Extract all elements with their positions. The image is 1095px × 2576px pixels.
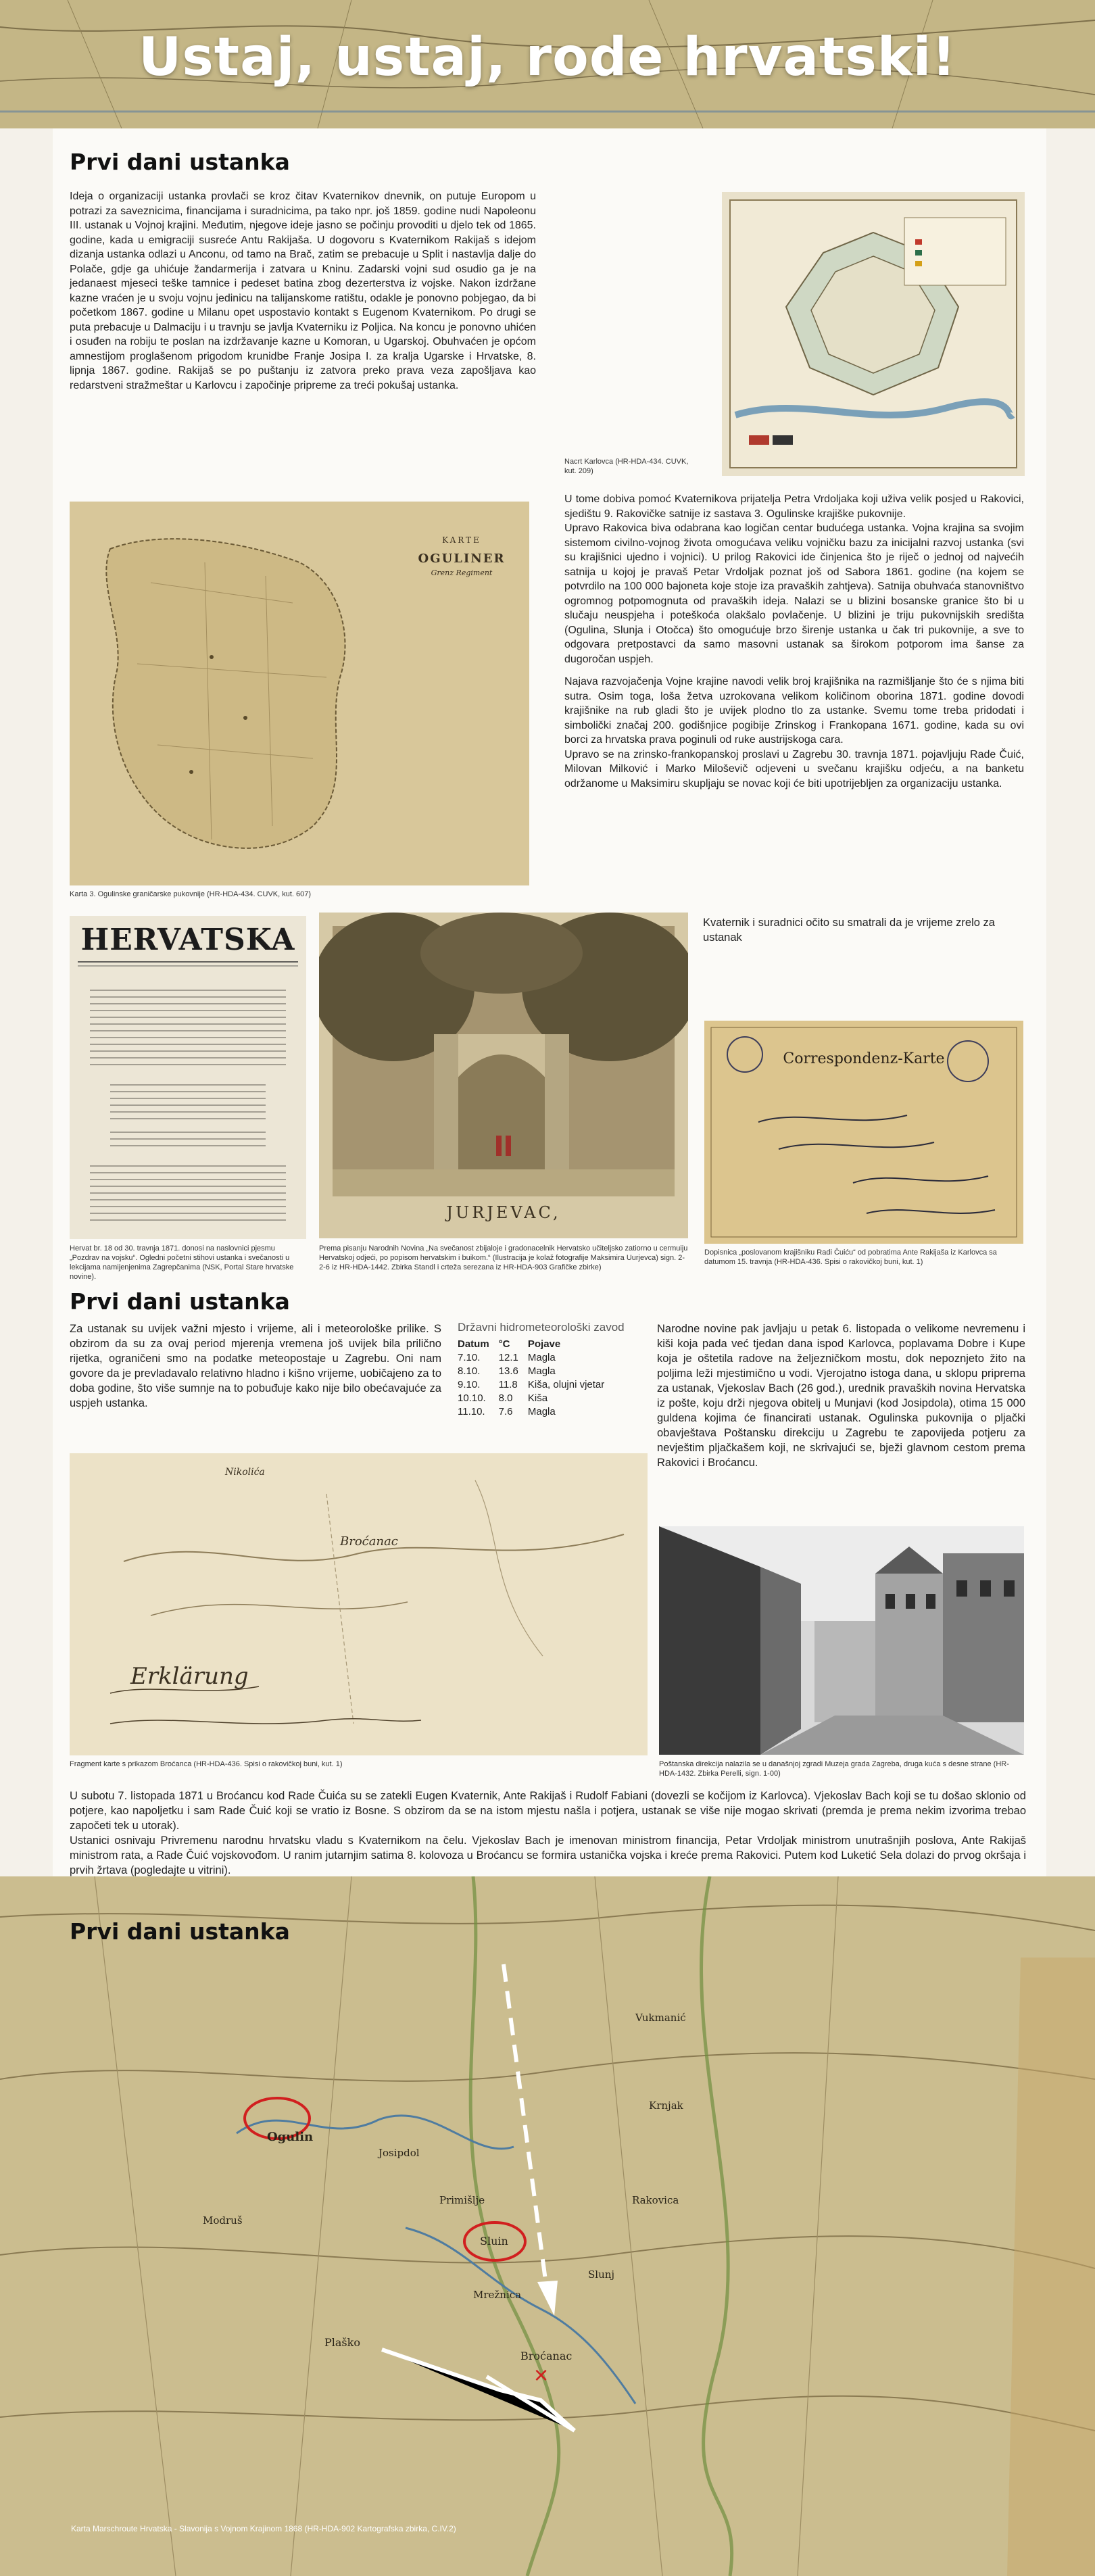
bottom-map	[0, 1876, 1095, 2576]
bottom-map-drawing	[0, 1876, 1095, 2576]
jurjevac-drawing	[319, 913, 688, 1238]
page-title: Ustaj, ustaj, rode hrvatski!	[139, 27, 956, 88]
bottom-map-caption: Karta Marschroute Hrvatska - Slavonija s Vojnom Krajinom 1868 (HR-HDA-902 Kartografska zbirka, C.IV.2)	[71, 2524, 456, 2533]
hervatska-caption: Hervat br. 18 od 30. travnja 1871. donosi na naslovnici pjesmu „Pozdrav na vojsku“. Ogledni početni stihovi ustanka i svečanosti u lekcijama namijenjenima Zagrepčanima (NSK, Portal Stare hrvatske novine).	[70, 1244, 294, 1281]
table-row: 9.10. 11.8 Kiša, olujni vjetar	[458, 1379, 605, 1390]
hydro-table-block	[458, 1321, 633, 1419]
jurjevac-caption: Prema pisanju Narodnih Novina „Na svečanost zbijaloje i gradonacelnik Hervatsko učiteljsko zatiorno u cermuiju Hervatskoj odjeći, po popisom hervatskim i buikom.“ (Ilustracija je kolaž fotografije Maksimira Uurjevca) sign. 2-2-6 iz HR-HDA-1442. Zbirka Standl i crteža serezana iz HR-HDA-903 Grafičke zbirke)	[319, 1244, 688, 1271]
top-banner	[0, 0, 1095, 128]
jurjevac-label: JURJEVAC,	[446, 1203, 561, 1222]
bottom-text	[70, 1789, 1026, 1878]
place-vukmanic: Vukmanić	[635, 2012, 686, 2024]
bottom-paragraph-2: Ustanici osnivaju Privremenu narodnu hrvatsku vladu s Kvaternikom na čelu. Vjekoslav Bach je imenovan ministrom financija, Petar Vrdoljak ministrom unutrašnjih poslova, Ante Rakijaš ministrom rata, a Rade Čuić vojskovođom. U ranim jutarnjim satima 8. kolovoza u Broćancu se formira ustanička vojska i kreće prema Rakovici. Putem kod Luketić Sela dolazi do prvog okršaja i prvih žrtava (pogledajte u vitrini).	[70, 1834, 1026, 1876]
place-josipdol: Josipdol	[379, 2147, 420, 2159]
svg-text:×: ×	[534, 2361, 549, 2389]
narodne-novine-text: Narodne novine pak javljaju u petak 6. listopada o velikome nevremenu i kiši koja pada već tjedan dana ispod Karlovca, poplavama Dobre i Kupe koja je oštetila radove na željezničkom mostu, dok nepoznjeto žito na poljima leži mjestimično u vodi. Vjerojatno istoga dana, u sklopu priprema za ustanak, Vjekoslav Bach (26 god.), urednik pravaških novina Hervatska iz pošte, koju drži njegova obitelj u Munjavi (kod Josipdola), otima 15 000 guldena kojima će financirati ustanak. Ogulinska pukovnija o pljački obavještava Poštansku direkciju u Zagrebu te zapovijeda potjeru za nevještim pljačkašem koji, ne skrivajući se, bježi glavnom cestom prema Rakovici i Broćancu.	[657, 1323, 1025, 1469]
hervatska-masthead: HERVATSKA	[80, 923, 295, 957]
section2-heading: Prvi dani ustanka	[70, 1288, 290, 1315]
table-row: 10.10. 8.0 Kiša	[458, 1392, 548, 1404]
ogulin-map-image	[70, 502, 529, 885]
table-row: 11.10. 7.6 Magla	[458, 1406, 556, 1417]
section-heading: Prvi dani ustanka	[70, 149, 290, 175]
postal-direction-photo	[659, 1526, 1024, 1755]
col-header-temp: °C	[498, 1338, 510, 1350]
place-primislje: Primišlje	[439, 2194, 485, 2206]
street-caption: Poštanska direkcija nalazila se u današnjoj zgradi Muzeja grada Zagreba, druga kuća s desne strane (HR-HDA-1432. Zbirka Perelli, sign. 1-00)	[659, 1760, 1009, 1778]
hervatska-newspaper-image	[70, 916, 306, 1239]
place-brocanac: Broćanac	[520, 2350, 573, 2362]
fragment-label-brocanac: Broćanac	[340, 1534, 398, 1549]
place-ogulin: Ogulin	[267, 2130, 314, 2144]
col-header-phenomena: Pojave	[527, 1338, 561, 1350]
place-krnjak: Krnjak	[649, 2099, 683, 2112]
bottom-paragraph-1: U subotu 7. listopada 1871 u Broćancu kod Rade Čuića su se zatekli Eugen Kvaternik, Ante Rakijaš i Rudolf Fabiani (dovezli se kočijom iz Karlovca). Vjekoslav Bach koji se tu došao sklonio od potjere, kao napoljetku i sam Rade Čuić koji se vratio iz Bosne. S obzirom da se na istom mjestu našla i potjera, ustanak se više nije mogao skrivati (premda je prema nekim izvorima trebao započeti tek u utorak).	[70, 1790, 1026, 1832]
place-mreznica: Mrežnica	[473, 2289, 522, 2301]
ogulin-map-title: KARTE	[442, 535, 481, 545]
right-paragraph-4: Upravo se na zrinsko-frankopanskoj proslavi u Zagrebu 30. travnja 1871. pojavljuju Rade Čuić, Milovan Milković i Marko Miloševič odjeveni u svečanu krajišku odjeću, a na banketu održanome u Maksimiru skupljaju se novac koji će biti upotrijebljen za organizaciju ustanka.	[564, 748, 1024, 789]
right-column-text	[564, 492, 1024, 791]
hydro-title: Državni hidrometeorološki zavod	[458, 1321, 625, 1334]
street-drawing	[659, 1526, 1024, 1755]
weather-intro-text: Za ustanak su uvijek važni mjesto i vrijeme, ali i meteorološke prilike. S obzirom da su za ovaj period mjerenja vremena još uvijek bila prilično rijetka, ograničeni smo na podatke meteopostaje u Zagrebu. Oni nam govore da je prevladavalo relativno hladno i kišno vrijeme, uobičajeno za to doba godine, što više sumnje na to pobuđuje kako nije bilo obećavajuće za uspjeh ustanka.	[70, 1323, 441, 1409]
place-sluin: Sluin	[480, 2235, 508, 2247]
brocanac-drawing	[70, 1453, 648, 1755]
karlovac-plan-drawing	[722, 192, 1025, 476]
place-plasko: Plaško	[324, 2336, 360, 2349]
fragment-label-erklarung: Erklärung	[130, 1663, 249, 1690]
karlovac-caption: Nacrt Karlovca (HR-HDA-434. CUVK, kut. 209)	[564, 458, 689, 475]
fragment-label-nikolica: Nikolića	[225, 1467, 265, 1478]
right-paragraph-3: Najava razvojačenja Vojne krajine navodi velik broj krajišnika na razmišljanje što će s njima biti sutra. Osim toga, loša žetva uzrokovana velikom količinom oborina 1871. godine dovodi krajišnike na rub gladi što je uvijek plodno tlo za ustanke. Svemu tome treba pridodati i simbolički značaj 200. godišnjice pogibije Zrinskog i Frankopana 1671. godine, kada su ovi borci za hrvatska prava poginuli od ruke austrijskoga cara.	[564, 676, 1024, 746]
postcard-image	[704, 1021, 1023, 1244]
right-paragraph-1: U tome dobiva pomoć Kvaternikova prijatelja Petra Vrdoljaka koji uživa velik posjed u Rakovici, sjedištu 9. Rakovičke satnije iz sastava 3. Ogulinske krajiške pukovnije.	[564, 493, 1024, 520]
newspaper-lines	[70, 916, 306, 1239]
bottom-section-heading: Prvi dani ustanka	[70, 1918, 290, 1945]
jurjevac-photo	[319, 913, 688, 1238]
fragment-caption: Fragment karte s prikazom Broćanca (HR-HDA-436. Spisi o rakovičkoj buni, kut. 1)	[70, 1760, 343, 1768]
place-rakovica: Rakovica	[632, 2194, 679, 2206]
ogulin-map-subtitle: OGULINER	[418, 552, 506, 566]
kvaternik-caption: Kvaternik i suradnici očito su smatrali da je vrijeme zrelo za ustanak	[703, 917, 995, 944]
right-paragraph-2: Upravo Rakovica biva odabrana kao logičan centar budućega ustanka. Vojna krajina sa svojim sistemom civilno-vojnog života omogućava veliku vojničku bazu za inicijalni razvoj ustanka (svi su krajišnici ujedno i vojnici). U prilog Rakovici ide činjenica što je riječ o jednoj od najvećih satnija u kojoj je pravaš Petar Vrdoljak poznat još od Sabora 1861. godine (na kojem se potvrdilo na 100 000 bajoneta koje stoje iza pravaških zahtjeva). Satnija obuhvaća stanovništvo ogromnog potpomognuta od pravaških ideja. Nalazi se u blizini bosanske granice što bi u slučaju neuspjeha i poteškoća olakšalo povlačenje. U blizini je triju pukovnijskih središta (Ogulina, Slunja i Otočca) što omogućuje brzo širenje ustanka u čak tri pukovnije, a sve to odgovara pretpostavci da samo masovni ustanak sa širokom potporom ima šanse za dugoročan uspjeh.	[564, 523, 1024, 665]
ogulin-map-subtitle2: Grenz Regiment	[431, 568, 493, 577]
intro-text: Ideja o organizaciji ustanka provlači se kroz čitav Kvaternikov dnevnik, on putuje Europom u potrazi za saveznicima, financijama i suradnicima, pa tako npr. još 1859. godine nudi Napoleonu III. ustanak u Vojnoj krajini. Međutim, njegove ideje jasno se počinju provoditi u djelo tek od 1865. godine, kada u emigraciji susreće Antu Rakijaša. U dogovoru s Kvaternikom Rakijaš s idejom dizanja ustanka odlazi u Anconu, od tamo na Brač, zatim se prebacuje u Split i nastavlja dalje do Polače, gdje ga uhićuje žandarmerija i zatvara u Kninu. Zadarski vojni sud osudio ga je na jedanaest mjeseci teške tamnice i pedeset batina zbog dezerterstva iz vojske. Nakon izdržane kazne vraćen je u svoju vojnu jedinicu na talijanskome ratištu, odakle je ponovno pobjegao, da bi početkom 1867. godine u Milanu opet uspostavio kontakt s Eugenom Kvaternikom. Po drugi se puta prebacuje u Dalmaciju i u travnju se javlja Kvaterniku iz Poljica. Na koncu je ponovno uhićen i osuđen na robiju te poslan na izdržavanje kazne u Komoran, u Ugarskoj. Obuhvaćen je općom amnestijom proglašenom prigodom krunidbe Franje Josipa I. za kralja Ugarske i Hrvatske, 8. lipnja 1867. godine. Rakijaš se po puštanju iz zatvora preko prava veza zapošljava kao redarstveni stražmeštar u Karlovcu i započinje pripreme za treći pokušaj ustanka.	[70, 191, 536, 391]
weather-table	[458, 1338, 614, 1419]
place-modrus: Modruš	[203, 2214, 243, 2227]
karlovac-plan-image	[722, 192, 1025, 476]
postcard-title: Correspondenz-Karte	[783, 1050, 945, 1067]
postcard-caption: Dopisnica „poslovanom krajišniku Radi Čuiću“ od pobratima Ante Rakijaša iz Karlovca sa datumom 15. travnja (HR-HDA-436. Spisi o rakovičkoj buni, kut. 1)	[704, 1248, 997, 1266]
ogulin-caption: Karta 3. Ogulinske graničarske pukovnije (HR-HDA-434. CUVK, kut. 607)	[70, 890, 312, 898]
table-row: 8.10. 13.6 Magla	[458, 1365, 556, 1377]
brocanac-fragment-map	[70, 1453, 648, 1755]
place-slunj: Slunj	[588, 2268, 615, 2281]
table-row: 7.10. 12.1 Magla	[458, 1352, 556, 1363]
col-header-date: Datum	[458, 1338, 489, 1350]
